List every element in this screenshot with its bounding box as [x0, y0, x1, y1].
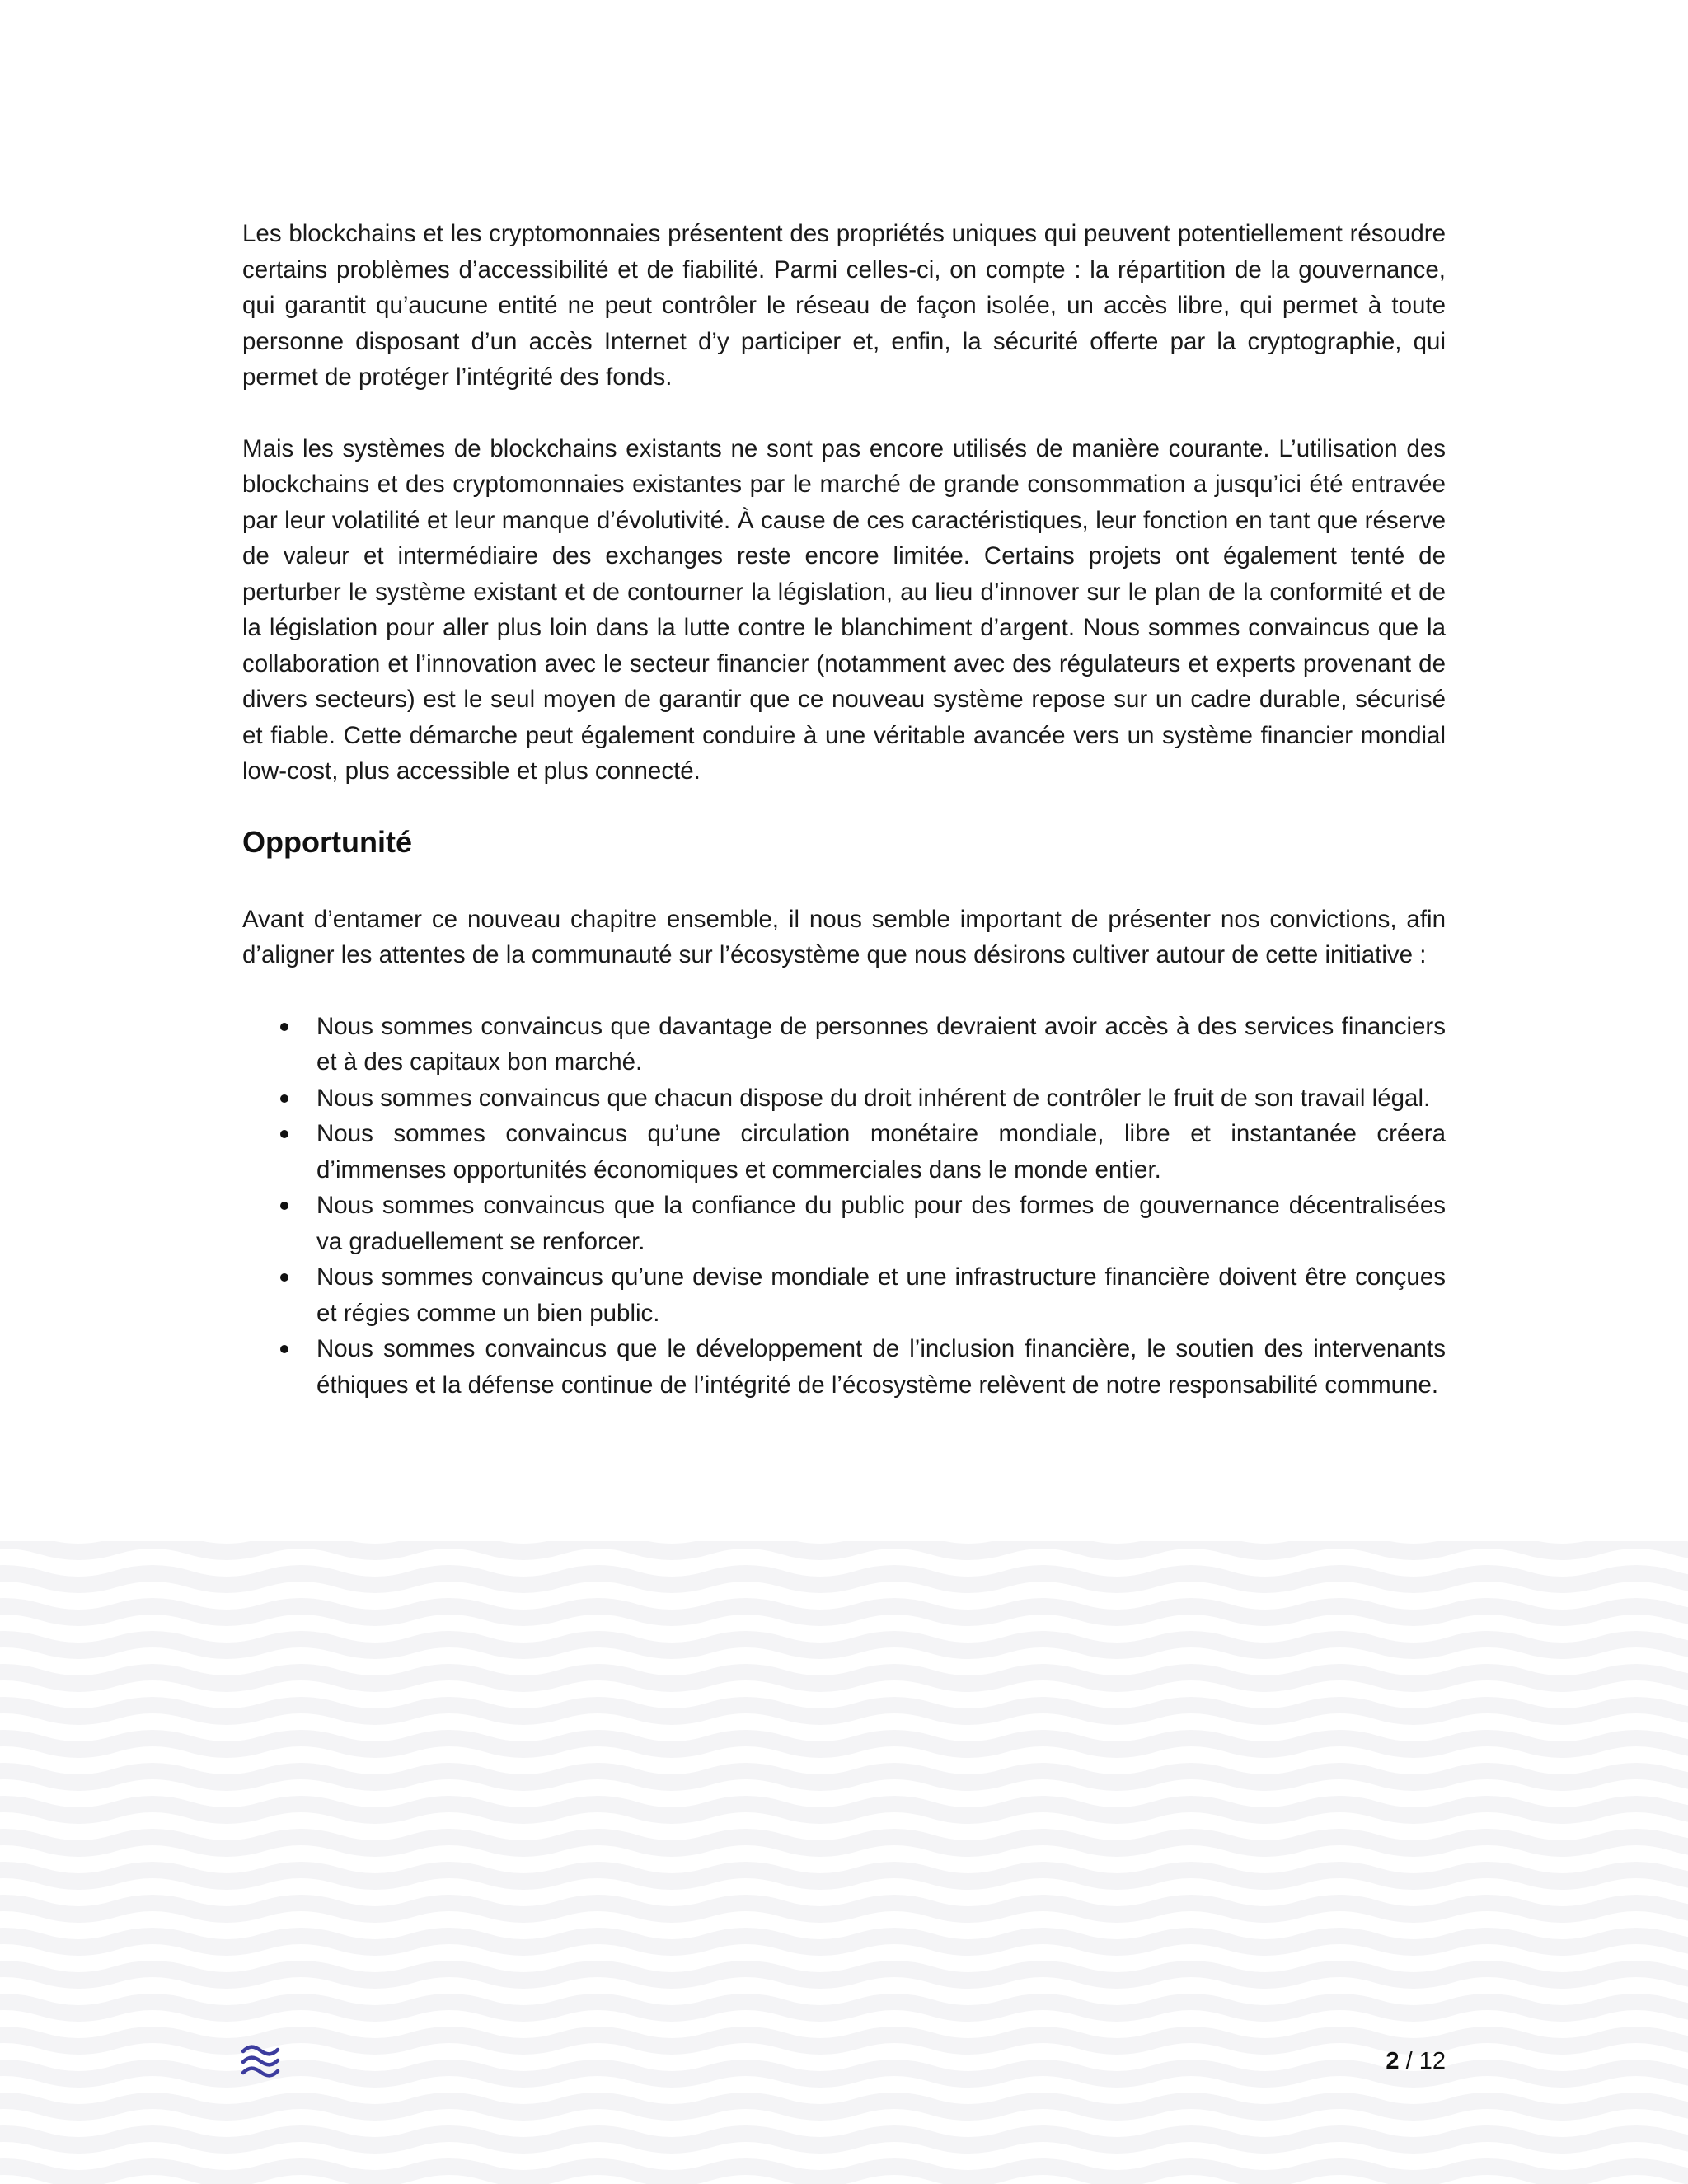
list-item [242, 1116, 1446, 1188]
wave-line [0, 2002, 1688, 2013]
wave-line [0, 1870, 1688, 1882]
wave-line [0, 2101, 1688, 2112]
wave-line [0, 1969, 1688, 1980]
wave-line [0, 1639, 1688, 1651]
wave-line [0, 1738, 1688, 1750]
page-number-total: 12 [1418, 2048, 1446, 2074]
bullet-icon [280, 1345, 288, 1353]
list-item-text: Nous sommes convaincus que le développement de l’inclusion financière, le soutien des intervenants éthiques et la défense continue de l’intégrité de l’écosystème relèvent de notre responsabilité commune. [316, 1335, 1446, 1399]
wave-line [0, 1804, 1688, 1816]
wave-line [0, 1771, 1688, 1783]
wave-line [0, 1672, 1688, 1684]
bullet-icon [280, 1130, 288, 1138]
bullet-icon [280, 1094, 288, 1103]
list-item [242, 1331, 1446, 1403]
section-intro: Avant d’entamer ce nouveau chapitre ensemble, il nous semble important de présenter nos convictions, afin d’aligner les attentes de la communauté sur l’écosystème que nous désirons cultiver autour de cette initiative : [242, 905, 1446, 968]
page-number-separator: / [1399, 2048, 1419, 2074]
wave-line [0, 1837, 1688, 1849]
list-item [242, 1080, 1446, 1117]
list-item [242, 1259, 1446, 1331]
bullet-icon [280, 1273, 288, 1282]
wave-line [0, 1903, 1688, 1915]
list-item-text: Nous sommes convaincus qu’une circulation monétaire mondiale, libre et instantanée créera d’immenses opportunités économiques et commerciales dans le monde entier. [316, 1120, 1446, 1183]
wave-line [0, 1705, 1688, 1717]
wave-line [0, 1541, 1688, 1552]
wave-line [0, 1606, 1688, 1618]
convictions-list [242, 1009, 1446, 1404]
wave-pattern-background [0, 1541, 1688, 2184]
list-item [242, 1009, 1446, 1080]
list-item-text: Nous sommes convaincus que chacun dispose du droit inhérent de contrôler le fruit de son travail légal. [316, 1084, 1431, 1112]
paragraph-existing-systems: Mais les systèmes de blockchains existants ne sont pas encore utilisés de manière courante. L’utilisation des blockchains et des cryptomonnaies existantes par le marché de grande consommation a jusqu’ici été entravée par leur volatilité et leur manque d’évolutivité. À cause de ces caractéristiques, leur fonction en tant que réserve de valeur et intermédiaire des exchanges reste encore limitée. Certains projets ont également tenté de perturber le système existant et de contourner la législation, au lieu d’innover sur le plan de la conformité et de la législation pour aller plus loin dans la lutte contre le blanchiment d’argent. Nous sommes convaincus que la collaboration et l’innovation avec le secteur financier (notamment avec des régulateurs et experts provenant de divers secteurs) est le seul moyen de garantir que ce nouveau système repose sur un cadre durable, sécurisé et fiable. Cette démarche peut également conduire à une véritable avancée vers un système financier mondial low-cost, plus accessible et plus connecté. [242, 434, 1446, 785]
wave-line [0, 1573, 1688, 1585]
page-number [1386, 2046, 1446, 2076]
wave-logo-icon [241, 2044, 280, 2080]
bullet-icon [280, 1023, 288, 1031]
wave-line [0, 2167, 1688, 2178]
paragraph-blockchain-properties: Les blockchains et les cryptomonnaies présentent des propriétés uniques qui peuvent potentiellement résoudre certains problèmes d’accessibilité et de fiabilité. Parmi celles-ci, on compte : la répartition de la gouvernance, qui garantit qu’aucune entité ne peut contrôler le réseau de façon isolée, un accès libre, qui permet à toute personne disposant d’un accès Internet d’y participer et, enfin, la sécurité offerte par la cryptographie, qui permet de protéger l’intégrité des fonds. [242, 220, 1446, 391]
page-content [242, 216, 1446, 1403]
list-item [242, 1188, 1446, 1259]
wave-line [0, 2134, 1688, 2145]
list-item-text: Nous sommes convaincus que la confiance du public pour des formes de gouvernance décentralisées va graduellement se renforcer. [316, 1192, 1446, 1255]
wave-line [0, 1936, 1688, 1947]
section-heading-opportunite: Opportunité [242, 824, 412, 859]
page-number-current: 2 [1386, 2048, 1400, 2074]
list-item-text: Nous sommes convaincus qu’une devise mondiale et une infrastructure financière doivent être conçues et régies comme un bien public. [316, 1263, 1446, 1327]
bullet-icon [280, 1202, 288, 1210]
list-item-text: Nous sommes convaincus que davantage de personnes devraient avoir accès à des services financiers et à des capitaux bon marché. [316, 1012, 1446, 1076]
